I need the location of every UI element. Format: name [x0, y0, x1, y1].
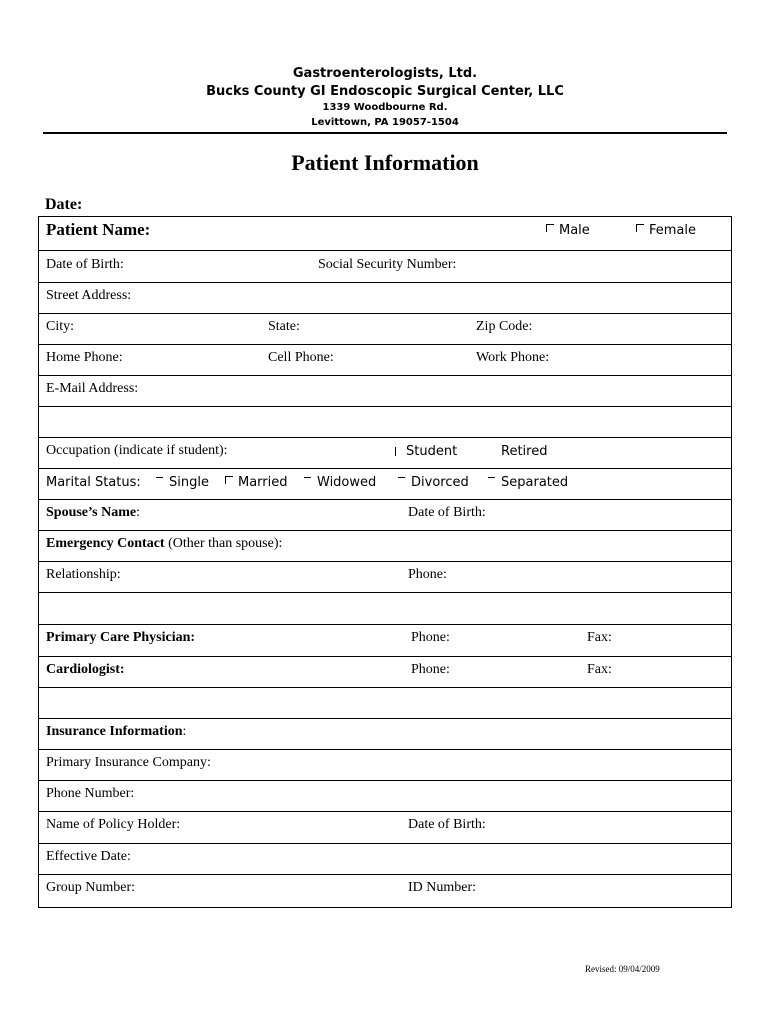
- email-label: E-Mail Address:: [46, 381, 139, 396]
- holder-dob-label: Date of Birth:: [408, 817, 486, 832]
- insurance-heading: [46, 724, 186, 740]
- spouse-name-colon: :: [136, 505, 140, 520]
- emergency-contact-text: Emergency Contact: [46, 536, 165, 551]
- blank-row: [39, 407, 731, 438]
- divorced-checkbox[interactable]: [398, 477, 405, 478]
- cardiologist-row: [39, 657, 731, 688]
- city-state-zip-line: Levittown, PA 19057-1504: [311, 117, 459, 128]
- state-label: State:: [268, 319, 300, 334]
- cardio-phone-label: Phone:: [411, 662, 450, 677]
- surgical-center-name: Bucks County GI Endoscopic Surgical Center, LLC: [206, 84, 564, 99]
- dob-label: Date of Birth:: [46, 257, 124, 272]
- separated-checkbox[interactable]: [488, 477, 495, 478]
- widowed-label: Widowed: [317, 475, 377, 490]
- emergency-contact-note: (Other than spouse):: [164, 536, 283, 551]
- group-number-row: [39, 875, 731, 908]
- male-label: Male: [559, 223, 590, 238]
- divorced-option[interactable]: [398, 475, 469, 490]
- divorced-label: Divorced: [411, 475, 469, 490]
- spouse-dob-label: Date of Birth:: [408, 505, 486, 520]
- effective-date-row: [39, 844, 731, 875]
- single-option[interactable]: [156, 475, 209, 490]
- id-number-label: ID Number:: [408, 880, 477, 895]
- city-row: [39, 314, 731, 345]
- emergency-contact-label: [46, 536, 282, 552]
- retired-option[interactable]: [501, 444, 547, 459]
- street-address-label: Street Address:: [46, 288, 132, 303]
- insurance-heading-colon: :: [182, 724, 187, 739]
- policy-holder-row: [39, 812, 731, 844]
- insurance-heading-row: [39, 719, 731, 750]
- street-address-line: 1339 Woodbourne Rd.: [322, 102, 448, 113]
- married-option[interactable]: [225, 475, 288, 490]
- marital-status-row: [39, 469, 731, 500]
- blank-row: [39, 593, 731, 625]
- zip-label: Zip Code:: [476, 319, 533, 334]
- phones-row: [39, 345, 731, 376]
- patient-name-row: [39, 217, 731, 251]
- practice-name: Gastroenterologists, Ltd.: [292, 66, 478, 81]
- page-title: Patient Information: [291, 150, 479, 175]
- married-checkbox[interactable]: [225, 476, 233, 484]
- single-label: Single: [169, 475, 209, 490]
- pcp-phone-label: Phone:: [411, 630, 450, 645]
- cell-phone-label: Cell Phone:: [268, 350, 334, 365]
- patient-name-label: Patient Name:: [46, 220, 151, 239]
- occupation-label: Occupation (indicate if student):: [46, 443, 228, 458]
- revised-date: Revised: 09/04/2009: [585, 964, 660, 974]
- widowed-option[interactable]: [304, 475, 376, 490]
- widowed-checkbox[interactable]: [304, 477, 311, 478]
- header-rule: [43, 132, 727, 134]
- cardiologist-label: Cardiologist:: [46, 662, 125, 677]
- retired-label: Retired: [501, 444, 548, 459]
- pcp-fax-label: Fax:: [587, 630, 612, 645]
- emergency-contact-row: [39, 531, 731, 562]
- primary-care-label: Primary Care Physician:: [46, 630, 196, 645]
- student-checkbox[interactable]: [395, 447, 396, 456]
- primary-care-row: [39, 625, 731, 657]
- student-option[interactable]: [395, 444, 457, 459]
- policy-holder-label: Name of Policy Holder:: [46, 817, 181, 832]
- dob-ssn-row: [39, 251, 731, 283]
- group-number-label: Group Number:: [46, 880, 136, 895]
- student-label: Student: [406, 444, 458, 459]
- relationship-phone-label: Phone:: [408, 567, 447, 582]
- work-phone-label: Work Phone:: [476, 350, 550, 365]
- effective-date-label: Effective Date:: [46, 849, 131, 864]
- relationship-label: Relationship:: [46, 567, 121, 582]
- married-label: Married: [238, 475, 288, 490]
- ssn-label: Social Security Number:: [318, 257, 457, 272]
- date-label: Date:: [45, 196, 83, 213]
- street-row: [39, 283, 731, 314]
- email-row: [39, 376, 731, 407]
- occupation-row: [39, 438, 731, 469]
- male-option[interactable]: [546, 223, 590, 238]
- insurance-heading-text: Insurance Information: [46, 724, 183, 739]
- separated-option[interactable]: [488, 475, 568, 490]
- spouse-name-text: Spouse’s Name: [46, 505, 137, 520]
- spouse-row: [39, 500, 731, 531]
- home-phone-label: Home Phone:: [46, 350, 123, 365]
- city-label: City:: [46, 319, 75, 334]
- spouse-name-label: [46, 505, 140, 521]
- insurance-company-label: Primary Insurance Company:: [46, 755, 211, 770]
- blank-row: [39, 688, 731, 719]
- cardio-fax-label: Fax:: [587, 662, 612, 677]
- relationship-row: [39, 562, 731, 593]
- insurance-phone-label: Phone Number:: [46, 786, 135, 801]
- female-option[interactable]: [636, 223, 696, 238]
- single-checkbox[interactable]: [156, 477, 163, 478]
- female-checkbox[interactable]: [636, 224, 644, 232]
- insurance-company-row: [39, 750, 731, 781]
- marital-status-label: Marital Status:: [46, 475, 141, 490]
- separated-label: Separated: [501, 475, 569, 490]
- female-label: Female: [649, 223, 697, 238]
- male-checkbox[interactable]: [546, 224, 554, 232]
- patient-form: [38, 216, 732, 908]
- insurance-phone-row: [39, 781, 731, 812]
